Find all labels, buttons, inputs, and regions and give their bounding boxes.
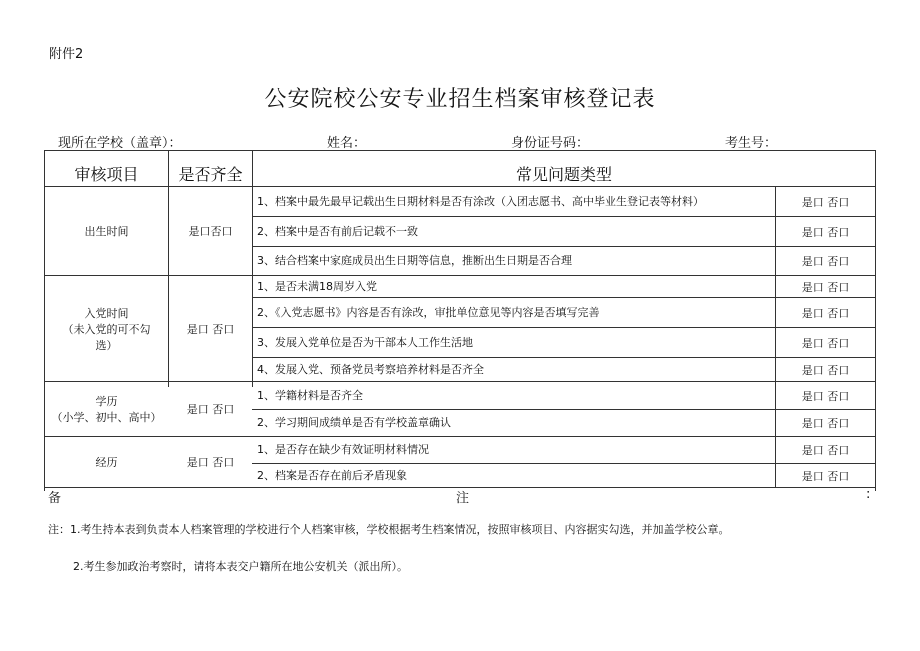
problem-item: 2、学习期间成绩单是否有学校盖章确认	[257, 416, 451, 429]
page-title: 公安院校公安专业招生档案审核登记表	[264, 87, 656, 112]
item-line: （未入党的可不勾	[62, 322, 151, 336]
problem-item: 1、是否存在缺少有效证明材料情况	[257, 443, 429, 456]
item-line: 学历	[95, 395, 118, 408]
item-education	[45, 382, 168, 436]
header-audit-item: 审核项目	[74, 164, 139, 184]
item-experience: 经历	[95, 456, 118, 469]
name-field-label: 姓名：	[327, 136, 367, 151]
audit-table	[44, 150, 876, 491]
complete-experience: 是口 否口	[186, 456, 235, 469]
problem-item: 3、发展入党单位是否为干部本人工作生活地	[257, 335, 473, 349]
problem-item: 1、学籍材料是否齐全	[257, 388, 363, 402]
problem-checkbox[interactable]: 是口 否口	[801, 225, 850, 239]
problem-checkbox[interactable]: 是口 否口	[801, 444, 850, 457]
attachment-label: 附件2	[49, 47, 84, 62]
remarks-label-middle: 注	[456, 491, 470, 506]
complete-birth-date: 是口否口	[188, 225, 233, 238]
remarks-label-right: :	[866, 487, 871, 502]
problem-item: 2、档案是否存在前后矛盾现象	[257, 468, 407, 482]
problem-checkbox[interactable]: 是口 否口	[801, 306, 850, 320]
problem-item: 3、结合档案中家庭成员出生日期等信息，推断出生日期是否合理	[257, 254, 572, 267]
problem-item: 2、档案中是否有前后记载不一致	[257, 224, 418, 238]
id-number-field-label: 身份证号码：	[511, 136, 590, 151]
item-line: （小学、初中、高中）	[51, 411, 162, 424]
problem-item: 4、发展入党、预备党员考察培养材料是否齐全	[257, 362, 484, 376]
item-line: 选）	[95, 338, 118, 352]
problem-item: 2、《入党志愿书》内容是否有涂改，审批单位意见等内容是否填写完善	[257, 305, 600, 319]
school-field-label: 现所在学校（盖章）：	[58, 136, 182, 151]
problem-checkbox[interactable]: 是口 否口	[801, 255, 850, 268]
problem-checkbox[interactable]: 是口 否口	[801, 389, 850, 403]
complete-party-join-date: 是口 否口	[186, 322, 235, 336]
problem-item: 1、是否未满18周岁入党	[257, 279, 377, 293]
item-party-join-date	[45, 276, 168, 381]
problem-checkbox[interactable]: 是口 否口	[801, 336, 850, 350]
header-complete: 是否齐全	[178, 164, 243, 184]
problem-checkbox[interactable]: 是口 否口	[801, 363, 850, 377]
exam-number-field-label: 考生号：	[725, 136, 778, 151]
remarks-label-left: 备	[48, 491, 62, 506]
problem-checkbox[interactable]: 是口 否口	[801, 280, 850, 294]
problem-checkbox[interactable]: 是口 否口	[801, 195, 850, 209]
complete-education: 是口 否口	[186, 403, 235, 416]
item-line: 入党时间	[84, 306, 129, 320]
header-problem-types: 常见问题类型	[515, 164, 612, 184]
problem-item: 1、档案中最先最早记载出生日期材料是否有涂改（入团志愿书、高中毕业生登记表等材料）	[257, 194, 704, 208]
problem-checkbox[interactable]: 是口 否口	[801, 417, 850, 430]
note-1: 注：1.考生持本表到负责本人档案管理的学校进行个人档案审核，学校根据考生档案情况，按照审核项目、内容据实勾选，并加盖学校公章。	[48, 523, 730, 536]
problem-checkbox[interactable]: 是口 否口	[801, 469, 850, 483]
item-birth-date: 出生时间	[84, 225, 129, 238]
note-2: 2.考生参加政治考察时，请将本表交户籍所在地公安机关（派出所）。	[73, 560, 408, 573]
